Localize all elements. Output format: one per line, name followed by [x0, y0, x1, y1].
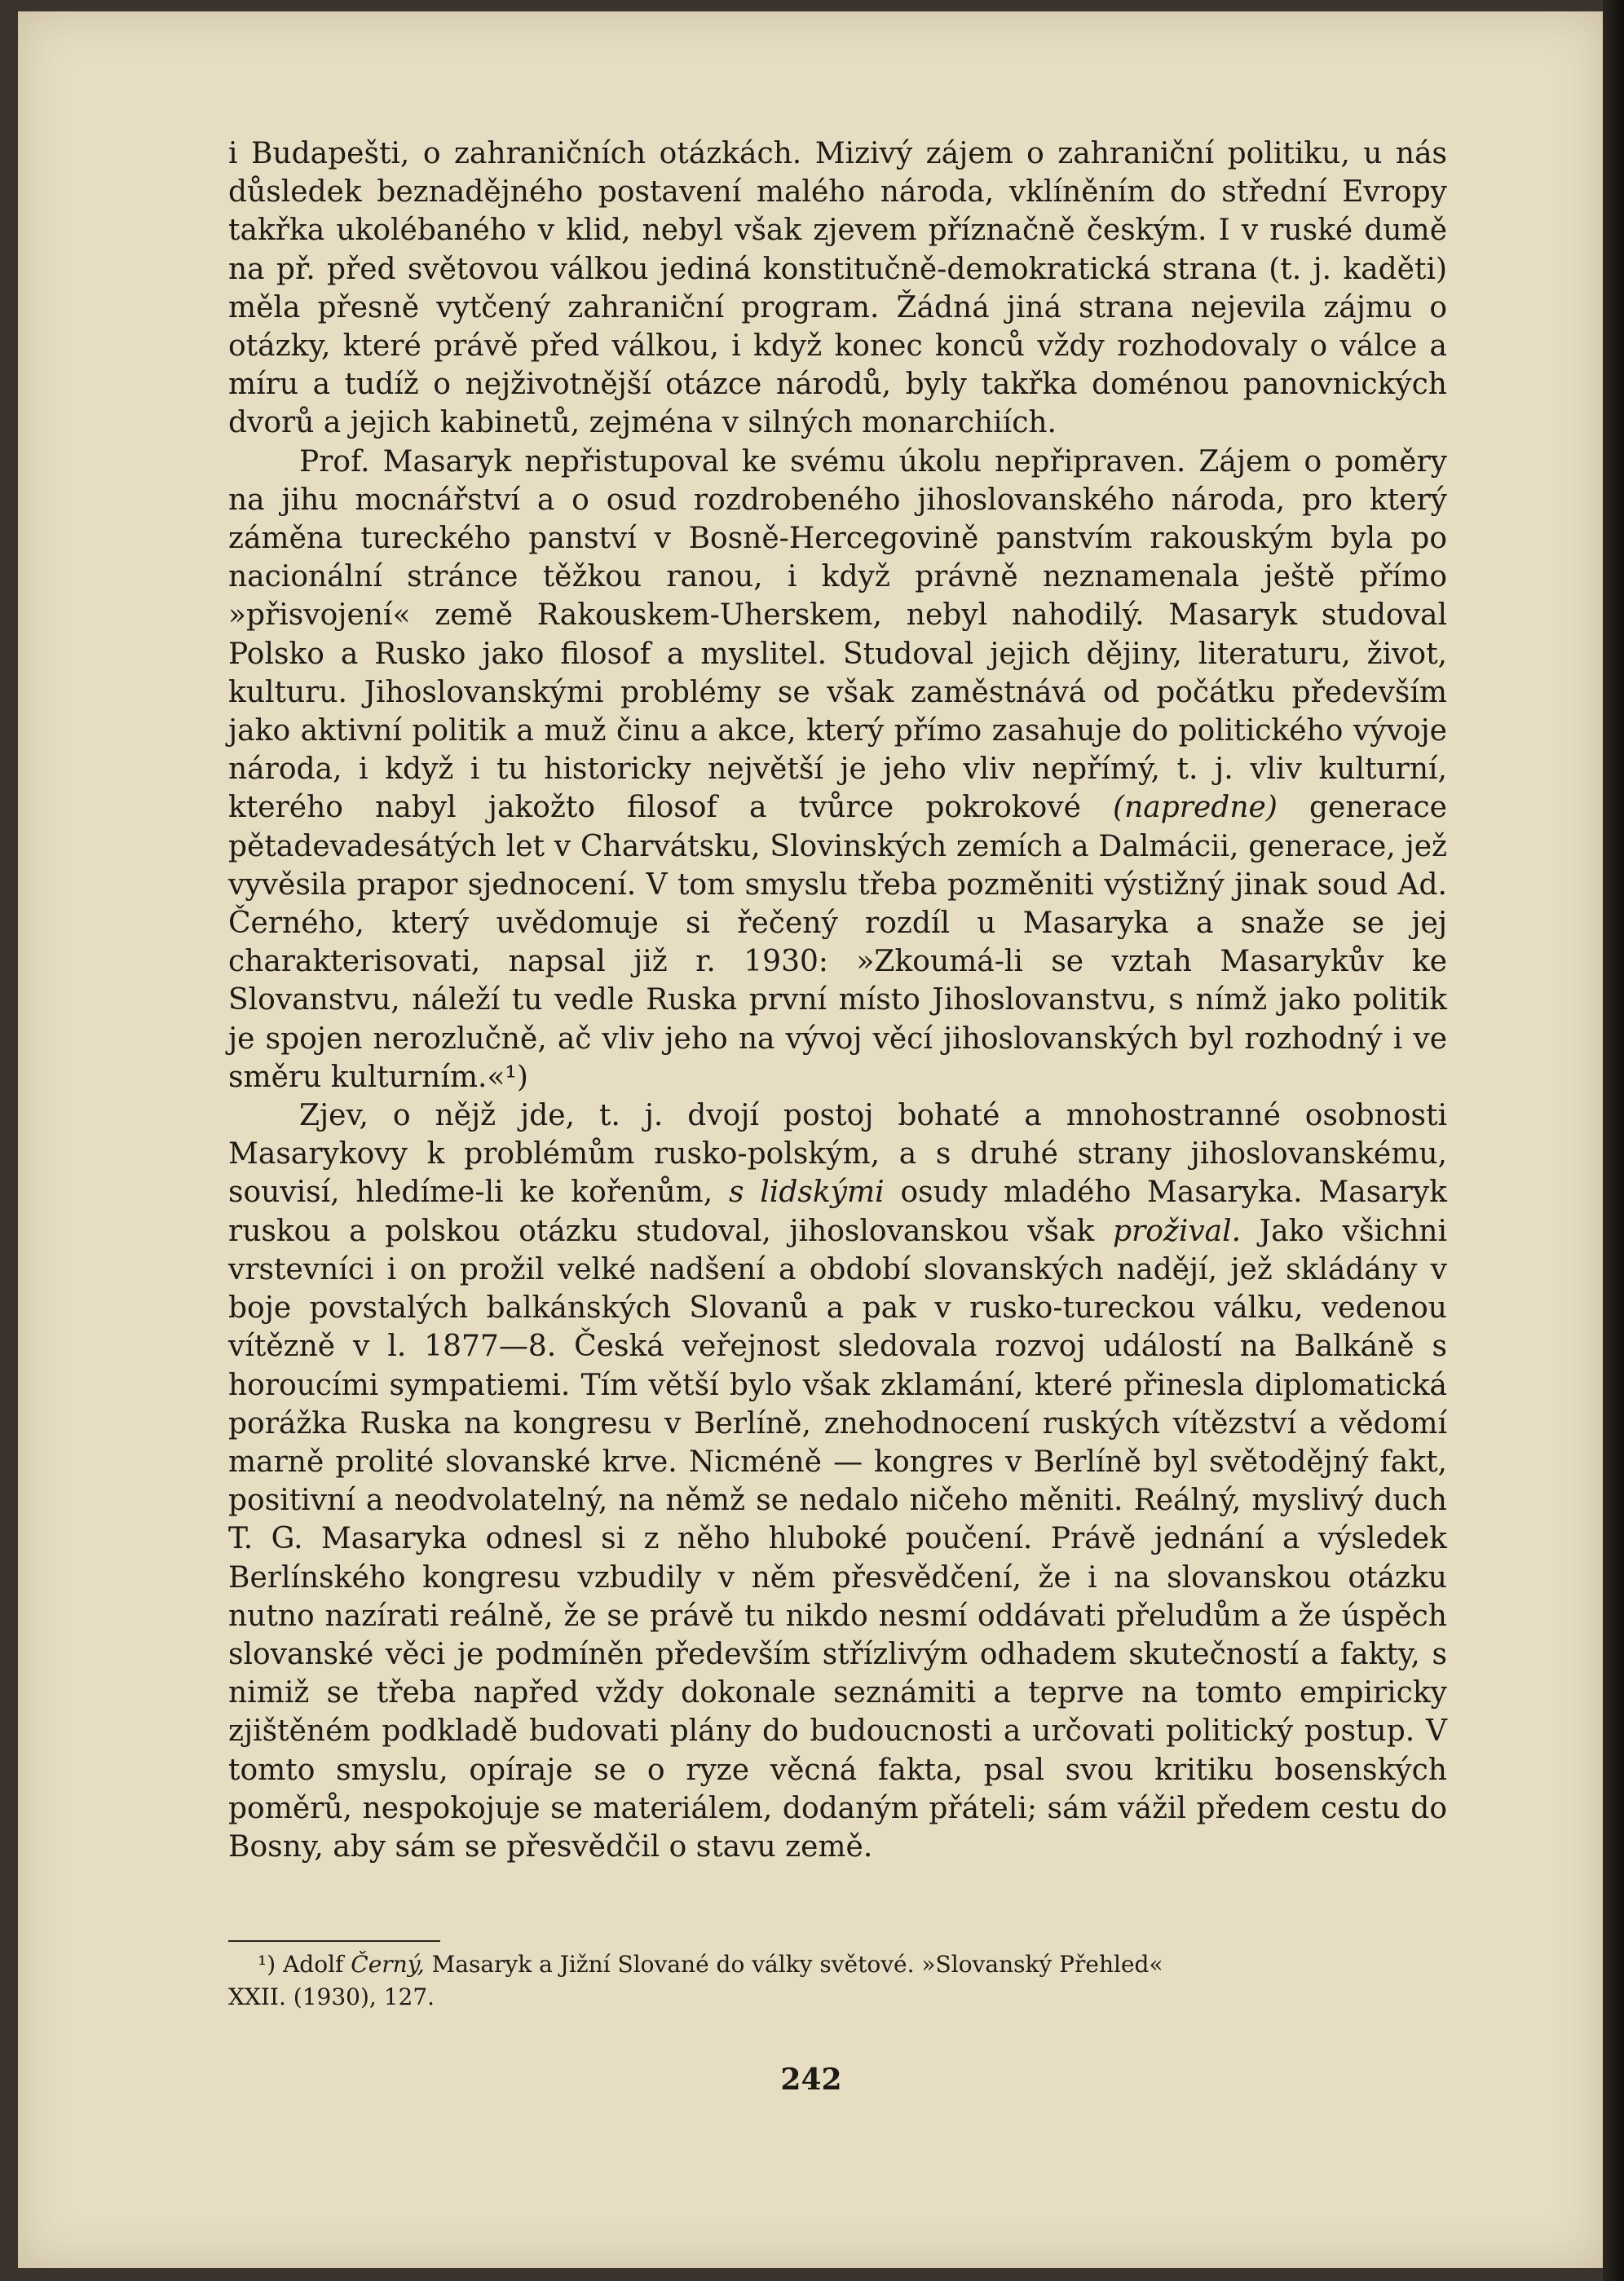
- text-run: Jako všichni vrstevníci i on prožil velké nadšení a období slovanských nadějí, jež skládány v boje povstalých balkánských Slovanů a pak v rusko-tureckou válku, vedenou vítězně v l. 1877—8. Česká veřejnost sledovala rozvoj událostí na Balkáně s horoucími sympatiemi. Tím větší bylo však zklamání, které přinesla diplomatická porážka Ruska na kongresu v Berlíně, znehodnocení ruských vítězství a vědomí marně prolité slovanské krve. Nicméně — kongres v Berlíně byl světodějný fakt, positivní a neodvolatelný, na němž se nedalo ničeho měniti. Reálný, myslivý duch T. G. Masaryka odnesl si z něho hluboké poučení. Právě jednání a výsledek Berlínského kongresu vzbudily v něm přesvědčení, že i na slovanskou otázku nutno nazírati reálně, že se právě tu nikdo nesmí oddávati přeludům a že úspěch slovanské věci je podmíněn především střízlivým odhadem skutečností a fakty, s nimiž se třeba napřed vždy dokonale seznámiti a teprve na tomto empiricky zjištěném podkladě budovati plány do budoucnosti a určovati politický postup. V tomto smyslu, opíraje se o ryze věcná fakta, psal svou kritiku bosenských poměrů, nespokojuje se materiálem, dodaným přáteli; sám vážil předem cestu do Bosny, aby sám se přesvědčil o stavu země.: [228, 1214, 1447, 1864]
- footnote-marker: ¹): [258, 1951, 276, 1978]
- book-edge-shadow: [1603, 0, 1624, 2281]
- text-run: osudy mladého Masaryka. Masaryk ruskou a polskou otázku studoval, jihoslovanskou však: [228, 1176, 1447, 1248]
- text-run: i Budapešti, o zahraničních otázkách. Mizivý zájem o zahraniční politiku, u nás důsledek beznadějného postavení malého národa, vklíněním do střední Evropy takřka ukolébaného v klid, nebyl však zjevem příznačně českým. I v ruské dumě na př. před světovou válkou jediná konstitučně-demokratická strana (t. j. kaděti) měla přesně vytčený zahraniční program. Žádná jiná strana nejevila zájmu o otázky, které právě před válkou, i když konec konců vždy rozhodovaly o válce a míru a tudíž o nejživotnější otázce národů, byly takřka doménou panovnických dvorů a jejich kabinetů, zejména v silných monarchiích.: [228, 137, 1447, 440]
- paragraph: [228, 443, 1447, 1096]
- footnote-line-1: [228, 1948, 1447, 1981]
- paragraph: [228, 135, 1447, 443]
- italic-text: prožival.: [1112, 1214, 1242, 1248]
- footnote: [228, 1948, 1447, 2014]
- page-number: 242: [780, 2063, 842, 2097]
- paragraph: [228, 1096, 1447, 1866]
- italic-text: s lidskými: [729, 1176, 885, 1210]
- footnote-line-2: XXII. (1930), 127.: [228, 1983, 435, 2010]
- body-text: [228, 135, 1447, 1866]
- text-run: Prof. Masaryk nepřistupoval ke svému úkolu nepřipraven. Zájem o poměry na jihu mocnářství a o osud rozdrobeného jihoslovanského národa, pro který záměna tureckého panství v Bosně-Hercegovině panstvím rakouským byla po nacionální stránce těžkou ranou, i když právně neznamenala ještě přímo »přisvojení« země Rakouskem-Uherskem, nebyl nahodilý. Masaryk studoval Polsko a Rusko jako filosof a myslitel. Studoval jejich dějiny, literaturu, život, kulturu. Jihoslovanskými problémy se však zaměstnává od počátku především jako aktivní politik a muž činu a akce, který přímo zasahuje do politického vývoje národa, i když i tu historicky největší je jeho vliv nepřímý, t. j. vliv kulturní, kterého nabyl jakožto filosof a tvůrce pokrokové: [228, 444, 1447, 825]
- text-run: Zjev, o nějž jde, t. j. dvojí postoj bohaté a mnohostranné osobnosti Masarykovy k problémům rusko-polským, a s druhé strany jihoslovanskému, souvisí, hledíme-li ke kořenům,: [228, 1099, 1447, 1210]
- footnote-author-first: Adolf: [283, 1951, 351, 1978]
- italic-text: (napredne): [1113, 791, 1278, 825]
- footnote-rule: [228, 1940, 440, 1942]
- footnote-title: Masaryk a Jižní Slované do války světové. »Slovanský Přehled«: [424, 1951, 1163, 1978]
- text-run: generace pětadevadesátých let v Charvátsku, Slovinských zemích a Dalmácii, generace, jež vyvěsila prapor sjednocení. V tom smyslu třeba pozměniti výstižný jinak soud Ad. Černého, který uvědomuje si řečený rozdíl u Masaryka a snaže se jej charakterisovati, napsal již r. 1930: »Zkoumá-li se vztah Masarykův ke Slovanstvu, náleží tu vedle Ruska první místo Jihoslovanstvu, s nímž jako politik je spojen nerozlučně, ač vliv jeho na vývoj věcí jihoslovanských byl rozhodný i ve směru kulturním.«¹): [228, 791, 1447, 1094]
- footnote-author-last: Černý,: [351, 1951, 425, 1978]
